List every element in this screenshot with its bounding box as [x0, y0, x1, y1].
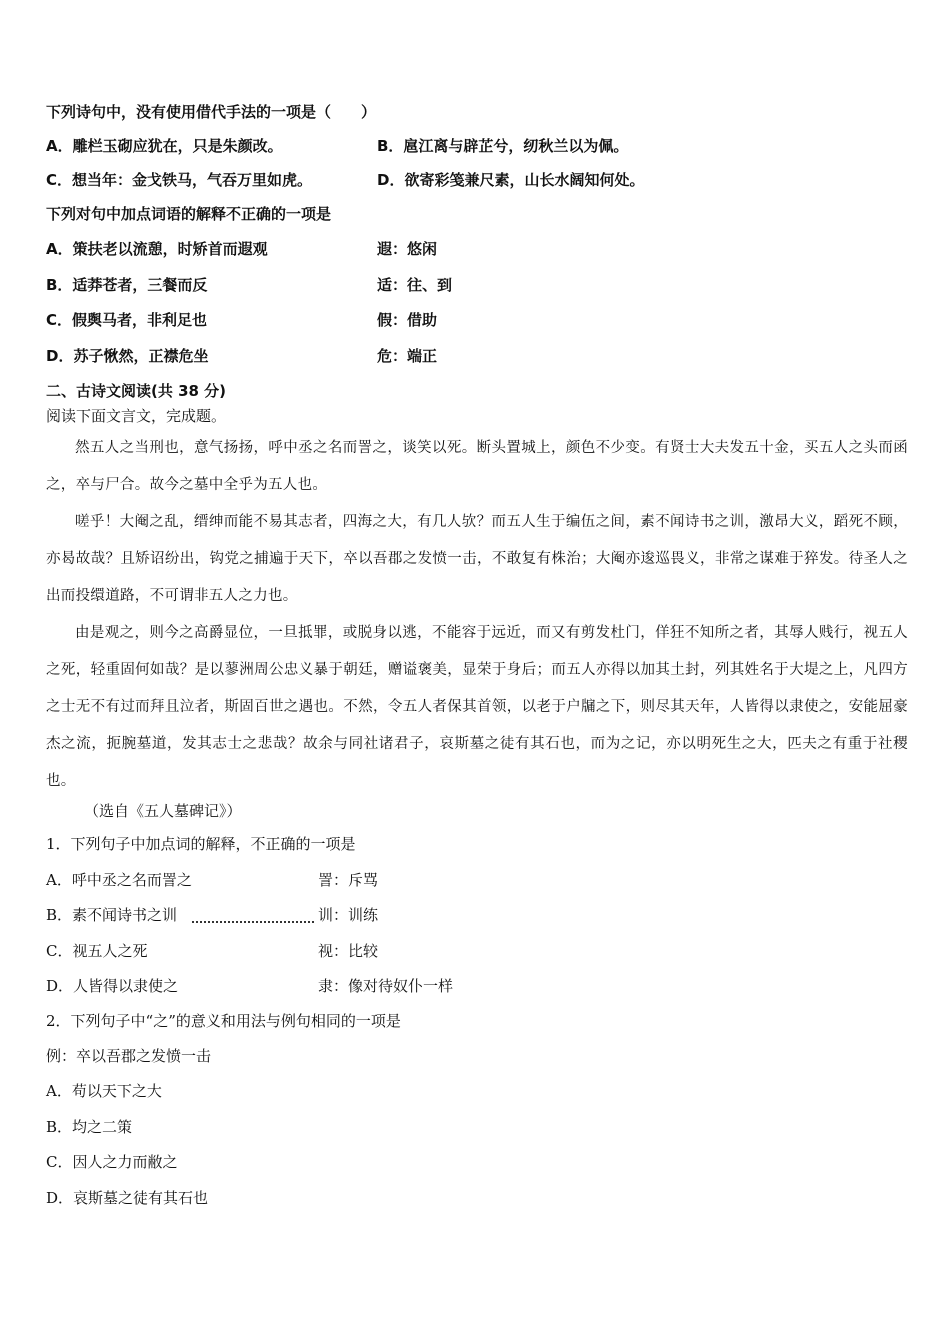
passage-paragraph: 然五人之当刑也，意气扬扬，呼中丞之名而詈之，谈笑以死。断头置城上，颜色不少变。有贤士大夫发五十金，买五人之头而函之，卒与尸合。故今之墓中全乎为五人也。	[46, 440, 908, 493]
passage-source: （选自《五人墓碑记》）	[84, 802, 242, 820]
q2-option: D．哀斯墓之徒有其石也	[46, 1189, 209, 1207]
question-1-stem: 1．下列句子中加点词的解释，不正确的一项是	[46, 835, 356, 853]
gloss-option-sentence: D．苏子愀然，正襟危坐	[46, 347, 209, 365]
gloss-option-sentence: C．假舆马者，非利足也	[46, 311, 208, 329]
q2-option: C．因人之力而敝之	[46, 1153, 178, 1171]
option-c: C．想当年：金戈铁马，气吞万里如虎。	[46, 171, 313, 189]
q1-option-sentence: D．人皆得以隶使之	[46, 977, 179, 995]
q2-example: 例：卒以吾郡之发愤一击	[46, 1047, 212, 1065]
reading-instruction: 阅读下面文言文，完成题。	[46, 407, 227, 425]
dotted-leader	[192, 921, 314, 923]
q1-option-gloss: 詈：斥骂	[318, 871, 379, 889]
gloss-option-meaning: 适：往、到	[377, 276, 453, 294]
classical-passage	[46, 430, 908, 800]
question-stem-gloss: 下列对句中加点词语的解释不正确的一项是	[46, 205, 332, 223]
option-b: B．扈江离与辟芷兮，纫秋兰以为佩。	[377, 137, 629, 155]
gloss-option-meaning: 假：借助	[377, 311, 438, 329]
gloss-option-meaning: 遐：悠闲	[377, 240, 438, 258]
gloss-option-sentence: B．适莽苍者，三餐而反	[46, 276, 208, 294]
passage-paragraph: 由是观之，则今之高爵显位，一旦抵罪，或脱身以逃，不能容于远近，而又有剪发杜门，佯狂不知所之者，其辱人贱行，视五人之死，轻重固何如哉？是以蓼洲周公忠义暴于朝廷，赠谥褒美，显荣于身后；而五人亦得以加其土封，列其姓名于大堤之上，凡四方之士无不有过而拜且泣者，斯固百世之遇也。不然，令五人者保其首领，以老于户牖之下，则尽其天年，人皆得以隶使之，安能屈豪杰之流，扼腕墓道，发其志士之悲哉？故余与同社诸君子，哀斯墓之徒有其石也，而为之记，亦以明死生之大，匹夫之有重于社稷也。	[46, 625, 908, 789]
gloss-option-meaning: 危：端正	[377, 347, 438, 365]
section-title: 二、古诗文阅读(共 38 分)	[46, 382, 227, 400]
q2-option: B．均之二策	[46, 1118, 133, 1136]
q1-option-gloss: 视：比较	[318, 942, 379, 960]
q1-option-sentence: C．视五人之死	[46, 942, 148, 960]
q2-option: A．苟以天下之大	[46, 1082, 162, 1100]
q1-option-gloss: 隶：像对待奴仆一样	[318, 977, 454, 995]
q1-option-sentence: A．呼中丞之名而詈之	[46, 871, 192, 889]
question-stem-metonymy: 下列诗句中，没有使用借代手法的一项是（ ）	[46, 103, 377, 121]
question-2-stem: 2．下列句子中“之”的意义和用法与例句相同的一项是	[46, 1012, 401, 1030]
option-d: D．欲寄彩笺兼尺素，山长水阔知何处。	[377, 171, 645, 189]
gloss-option-sentence: A．策扶老以流憩，时矫首而遐观	[46, 240, 268, 258]
q1-option-gloss: 训：训练	[318, 906, 379, 924]
option-a: A．雕栏玉砌应犹在，只是朱颜改。	[46, 137, 283, 155]
q1-option-sentence: B．素不闻诗书之训	[46, 906, 178, 924]
passage-paragraph: 嗟乎！大阉之乱，缙绅而能不易其志者，四海之大，有几人欤？而五人生于编伍之间，素不闻诗书之训，激昂大义，蹈死不顾，亦曷故哉？且矫诏纷出，钩党之捕遍于天下，卒以吾郡之发愤一击，不敢复有株治；大阉亦逡巡畏义，非常之谋难于猝发。待圣人之出而投缳道路，不可谓非五人之力也。	[46, 514, 908, 604]
